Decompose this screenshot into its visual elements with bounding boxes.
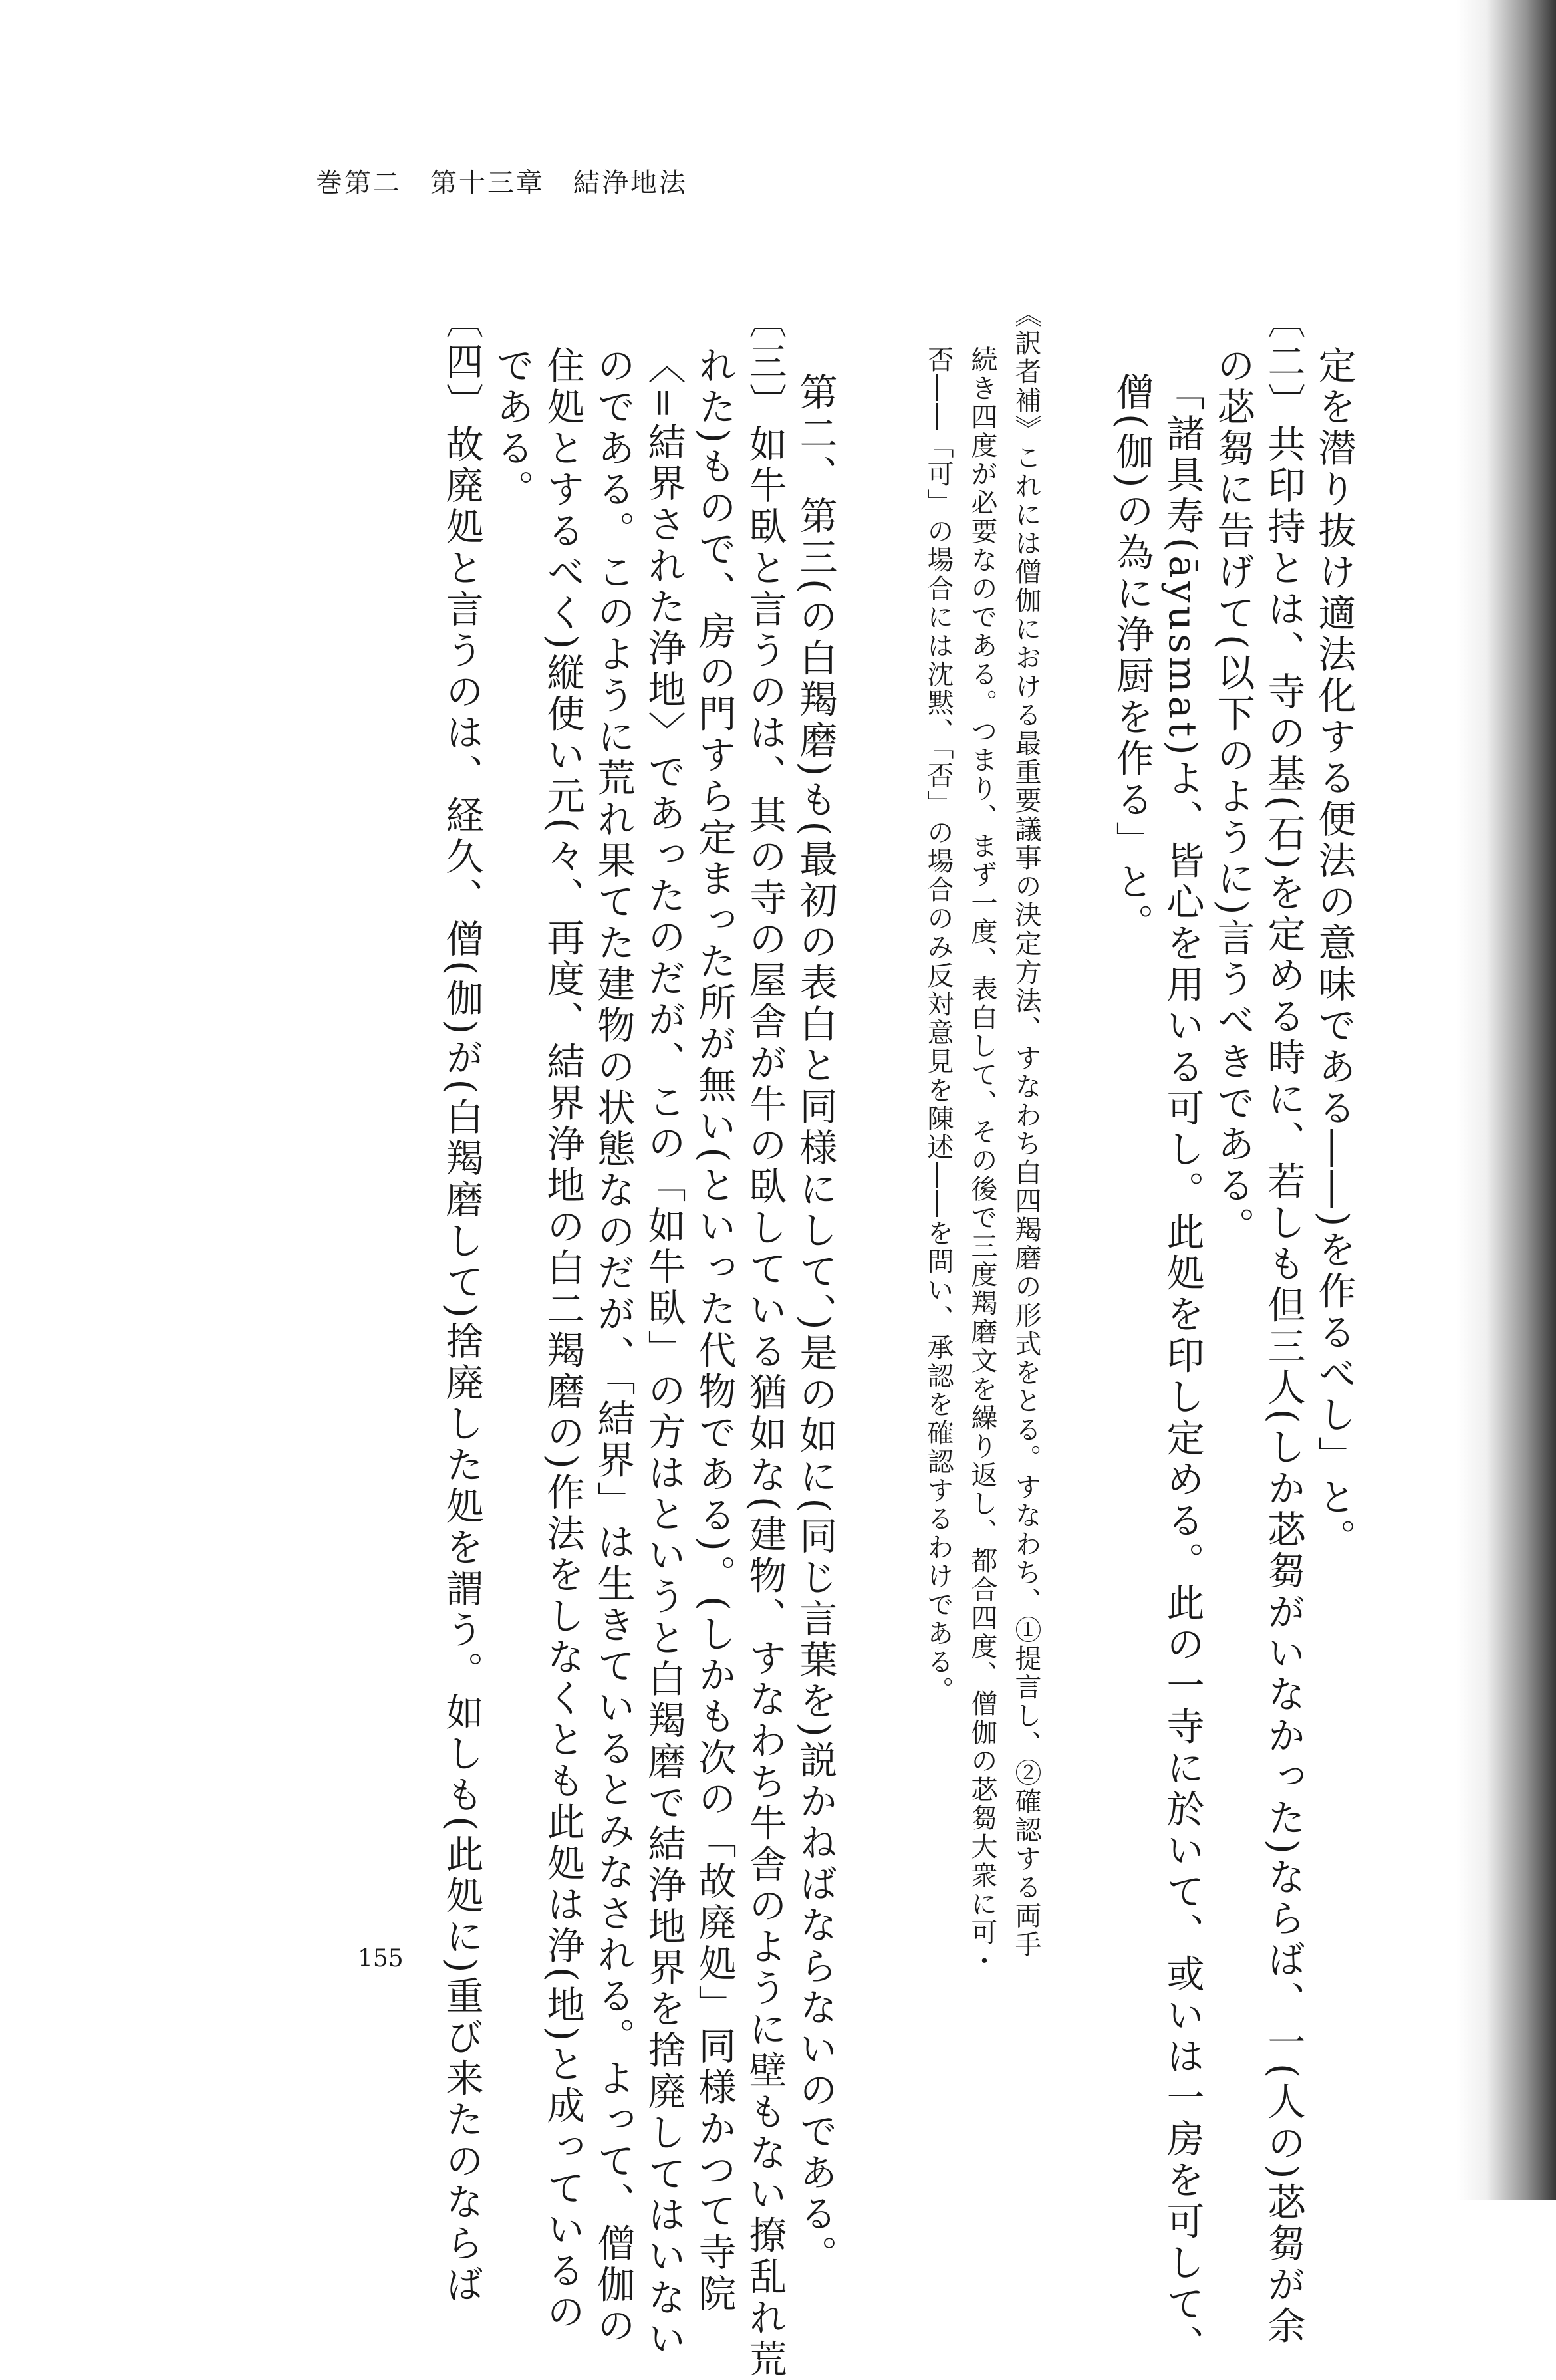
- text-column: である。: [490, 346, 534, 511]
- text-column: れた)もので、房の門すら定まった所が無い(といった代物である)。(しかも次の「故廃処」同様かつて寺院: [692, 346, 736, 2315]
- translator-note-line: 否――「可」の場合には沈黙、「否」の場合のみ反対意見を陳述――を問い、承認を確認するわけである。: [923, 346, 954, 1705]
- text-column: 定を潜り抜け適法化する便法の意味である――)を作るべし」と。: [1312, 346, 1356, 1560]
- text-column: 住処とするべく)縦使い元(々、再度、結界浄地の白二羯磨の)作法をしなくとも此処は浄(地)と成っているの: [541, 346, 584, 2333]
- text-column: 〔二〕共印持とは、寺の基(石)を定める時に、若しも但三人(しか苾芻がいなかった)ならば、一(人の)苾芻が余: [1261, 301, 1305, 2347]
- text-column: 〈=結界された浄地〉であったのだが、この「如牛臥」の方はというと白羯磨で結浄地界を捨廃してはいない: [642, 346, 686, 2360]
- page-edge-shadow: [1456, 0, 1556, 2200]
- text-column: 第二、第三(の白羯磨)も(最初の表白と同様にして、)是の如に(同じ言葉を)説かねばならないのである。: [793, 372, 837, 2276]
- translator-note-line: 続き四度が必要なのである。つまり、まず一度、表白して、その後で三度羯磨文を繰り返し、都合四度、僧伽の苾芻大衆に可・: [967, 346, 997, 1976]
- text-column: 「諸具寿(āyusmat)よ、皆心を用いる可し。此処を印し定める。此の一寺に於いて、或いは一房を可して、: [1160, 372, 1204, 2367]
- text-column: 〔三〕如牛臥と言うのは、其の寺の屋舎が牛の臥している猶如な(建物、すなわち牛舎のように壁もない撩乱れ荒: [743, 301, 787, 2380]
- translator-note-line: 《訳者補》これには僧伽における最重要議事の決定方法、すなわち白四羯磨の形式をとる。すなわち、①提言し、②確認する両手: [1011, 301, 1041, 1959]
- text-column: 〔四〕故廃処と言うのは、経久、僧(伽)が(白羯磨して)捨廃した処を謂う。如しも(此処に)重び来たのならば: [440, 301, 483, 2306]
- text-column: 僧(伽)の為に浄厨を作る」と。: [1110, 372, 1154, 945]
- running-head: 巻第二 第十三章 結浄地法: [316, 168, 688, 198]
- text-column: のである。このように荒れ果てた建物の状態なのだが、「結界」は生きているとみなされる。よって、僧伽の: [591, 346, 635, 2347]
- text-column: の苾芻に告げて(以下のように)言うべきである。: [1211, 346, 1255, 1248]
- page-number: 155: [358, 1945, 404, 1972]
